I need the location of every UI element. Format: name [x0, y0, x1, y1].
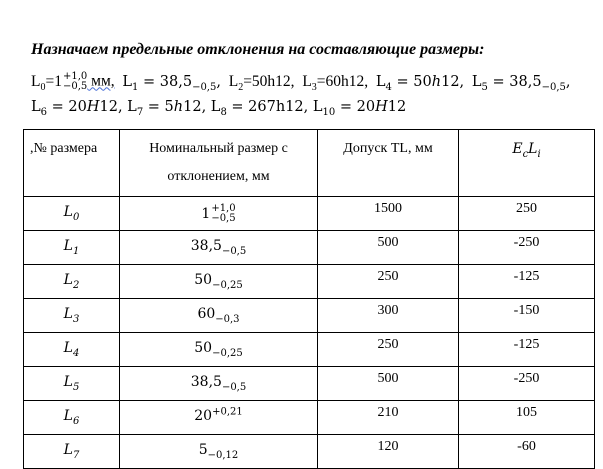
table-row: [24, 333, 595, 367]
table-row: [24, 401, 595, 435]
tolerance-table: [23, 129, 595, 469]
L0-unit: мм,: [87, 72, 115, 90]
dimensions-line-2: [31, 99, 407, 118]
header-nominal-size: Номинальный размер с отклонением, мм: [120, 130, 318, 197]
nominal-cell: $60_{-0,3}$: [120, 299, 318, 333]
nominal-cell: $38,5_{-0,5}$: [120, 367, 318, 401]
size-name-cell: $L_4$: [24, 333, 120, 367]
nominal-cell: $38,5_{-0,5}$: [120, 231, 318, 265]
tolerance-cell: 250: [318, 333, 459, 367]
L5-label: $L_5 = 38,5_{-0,5}$,: [471, 73, 571, 93]
L4-label: $L_4 = 50h12$,: [375, 73, 465, 93]
ec-cell: -125: [459, 333, 595, 367]
L0-label: $L_0=1$: [31, 72, 62, 93]
size-name-cell: $L_2$: [24, 265, 120, 299]
table-header-row: [24, 130, 595, 197]
ec-cell: -150: [459, 299, 595, 333]
L0-deviations: +1,0 −0,5: [62, 71, 88, 92]
size-name-cell: $L_1$: [24, 231, 120, 265]
ec-cell: -250: [459, 367, 595, 401]
L8-label: $L_8 = 267h12$,: [210, 99, 309, 118]
nominal-cell: 1 +1,0 −0,5: [120, 197, 318, 231]
size-name-cell: $L_6$: [24, 401, 120, 435]
L1-label: $L_1 = 38,5_{-0,5}$,: [122, 73, 221, 93]
ec-cell: -60: [459, 435, 595, 469]
nominal-cell: $20^{+0,21}$: [120, 401, 318, 435]
nominal-cell: $5_{-0,12}$: [120, 435, 318, 469]
L10-label: $L_{10} = 20H12$: [312, 99, 407, 118]
nominal-cell: $50_{-0,25}$: [120, 333, 318, 367]
header-tolerance: Допуск TL, мм: [318, 130, 459, 197]
L3-label: $L_3=60h12$,: [302, 72, 369, 93]
dimensions-line-1: [31, 72, 570, 92]
section-heading: Назначаем предельные отклонения на составляющие размеры:: [31, 41, 485, 58]
tolerance-cell: 120: [318, 435, 459, 469]
tolerance-cell: 300: [318, 299, 459, 333]
tolerance-cell: 210: [318, 401, 459, 435]
size-name-cell: $L_0$: [24, 197, 120, 231]
header-size-number: ,№ размера: [24, 130, 120, 197]
ec-cell: -125: [459, 265, 595, 299]
tolerance-cell: 250: [318, 265, 459, 299]
tolerance-cell: 500: [318, 367, 459, 401]
header-ec-li: $E_cL_i$: [459, 130, 595, 197]
L2-label: $L_2=50h12$,: [228, 72, 295, 93]
L7-label: $L_7 = 5h12$,: [127, 99, 207, 118]
table-row: [24, 197, 595, 231]
ec-cell: 105: [459, 401, 595, 435]
table-row: [24, 367, 595, 401]
nominal-cell: $50_{-0,25}$: [120, 265, 318, 299]
table-row: [24, 299, 595, 333]
table-row: [24, 265, 595, 299]
size-name-cell: $L_7$: [24, 435, 120, 469]
table-row: [24, 435, 595, 469]
tolerance-cell: 1500: [318, 197, 459, 231]
tolerance-cell: 500: [318, 231, 459, 265]
ec-cell: 250: [459, 197, 595, 231]
size-name-cell: $L_5$: [24, 367, 120, 401]
table-row: [24, 231, 595, 265]
L6-label: $L_6 = 20H12$,: [31, 99, 123, 118]
ec-cell: -250: [459, 231, 595, 265]
size-name-cell: $L_3$: [24, 299, 120, 333]
